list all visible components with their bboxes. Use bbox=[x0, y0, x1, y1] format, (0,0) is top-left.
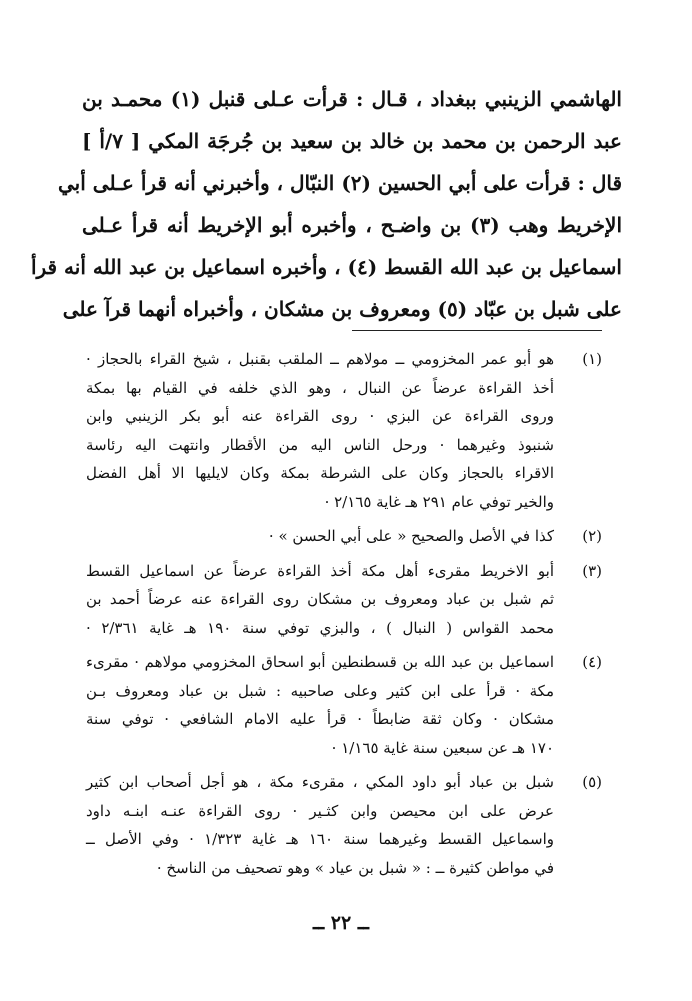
footnote-body bbox=[86, 648, 554, 762]
footnote-body bbox=[86, 522, 554, 551]
footnote-3 bbox=[86, 557, 600, 643]
footnote-line: مكة · قرأ على ابن كثير وعلى صاحبيه : شبل بن عباد ومعروف بـن bbox=[86, 681, 554, 700]
footnote-line: عرض على ابن محيصن وابن كثـير · روى القراءة عنـه ابنـه داود bbox=[86, 801, 554, 820]
main-text-line: اسماعيل بن عبد الله القسط (٤) ، وأخبره اسماعيل بن عبد الله أنه قرأ bbox=[30, 255, 622, 279]
main-text-line: الهاشمي الزينبي ببغداد ، قـال : قرأت عـلى قنبل (١) محمـد بن bbox=[82, 87, 622, 111]
main-text-line: عبد الرحمن بن محمد بن خالد بن سعيد بن جُرجَة المكي [ ٧/أ ] bbox=[82, 129, 622, 153]
footnote-line: هو أبو عمر المخزومي ــ مولاهم ــ الملقب بقنبل ، شيخ القراء بالحجاز · bbox=[86, 350, 554, 368]
footnote-number: (٥) bbox=[582, 773, 602, 791]
footnote-line: شبل بن عباد أبو داود المكي ، مقرىء مكة ، هو أجل أصحاب ابن كثير bbox=[86, 773, 554, 791]
footnote-line: وروى القراءة عن البزي · روى القراءة عنه أبو بكر الزينبي وابن bbox=[86, 407, 554, 425]
footnote-separator bbox=[352, 330, 602, 331]
main-text-line: الإخريط وهب (٣) بن واضـح ، وأخبره أبو الإخريط أنه قرأ عـلى bbox=[82, 213, 622, 237]
footnote-body bbox=[86, 768, 554, 882]
footnote-number: (٤) bbox=[582, 653, 602, 671]
footnote-body bbox=[86, 557, 554, 643]
footnote-line: مشكان · وكان ثقة ضابطاً · قرأ عليه الامام الشافعي · توفي سنة bbox=[86, 710, 554, 728]
footnote-line: شنبوذ وغيرهما · ورحل الناس اليه من الأقطار وانتهت اليه رئاسة bbox=[86, 435, 554, 454]
footnote-4 bbox=[86, 648, 600, 762]
footnote-5 bbox=[86, 768, 600, 882]
footnote-line: الاقراء بالحجاز وكان على الشرطة بمكة وكان لايليها الا أهل الفضل bbox=[86, 464, 554, 482]
footnote-line: محمد القواس ( النبال ) ، والبزي توفي سنة ١٩٠ هـ غاية ٢/٣٦١ · bbox=[86, 618, 554, 637]
footnote-number: (٢) bbox=[582, 527, 602, 545]
footnote-line: اسماعيل بن عبد الله بن قسطنطين أبو اسحاق المخزومي مولاهم · مقرىء bbox=[86, 653, 554, 671]
footnote-line: واسماعيل القسط وغيرهما سنة ١٦٠ هـ غاية ١/٣٢٣ · وفي الأصل ــ bbox=[86, 830, 554, 848]
footnote-number: (٣) bbox=[582, 561, 602, 580]
footnote-line: ثم شبل بن عباد ومعروف بن مشكان روى القراءة عنه عرضاً أحمد بن bbox=[86, 590, 554, 608]
main-text-line: على شبل بن عبّاد (٥) ومعروف بن مشكان ، وأخبراه أنهما قرآ على bbox=[62, 297, 622, 321]
footnote-2 bbox=[86, 522, 600, 551]
footnote-line: والخير توفي عام ٢٩١ هـ غاية ٢/١٦٥ · bbox=[324, 492, 554, 511]
page-number: ــ ٢٢ ــ bbox=[313, 912, 369, 934]
footnote-body bbox=[86, 345, 554, 516]
footnote-line: أخذ القراءة عرضاً عن النبال ، وهو الذي خلفه في القيام بها بمكة bbox=[86, 378, 554, 397]
footnote-1 bbox=[86, 345, 600, 516]
footnote-line: في مواطن كثيرة ــ : « شبل بن عياد » وهو تصحيف من الناسخ · bbox=[156, 858, 554, 877]
footnote-line: كذا في الأصل والصحيح « على أبي الحسن » · bbox=[268, 527, 554, 545]
footnote-line: ١٧٠ هـ عن سبعين سنة غاية ١/١٦٥ · bbox=[331, 738, 554, 757]
main-text-block bbox=[30, 78, 622, 330]
footnote-line: أبو الاخريط مقرىء أهل مكة أخذ القراءة عرضاً عن اسماعيل القسط bbox=[86, 561, 554, 580]
footnote-number: (١) bbox=[582, 350, 602, 368]
footnotes-block bbox=[86, 345, 600, 888]
main-text-line: قال : قرأت على أبي الحسين (٢) النبّال ، وأخبرني أنه قرأ عـلى أبي bbox=[58, 171, 622, 195]
